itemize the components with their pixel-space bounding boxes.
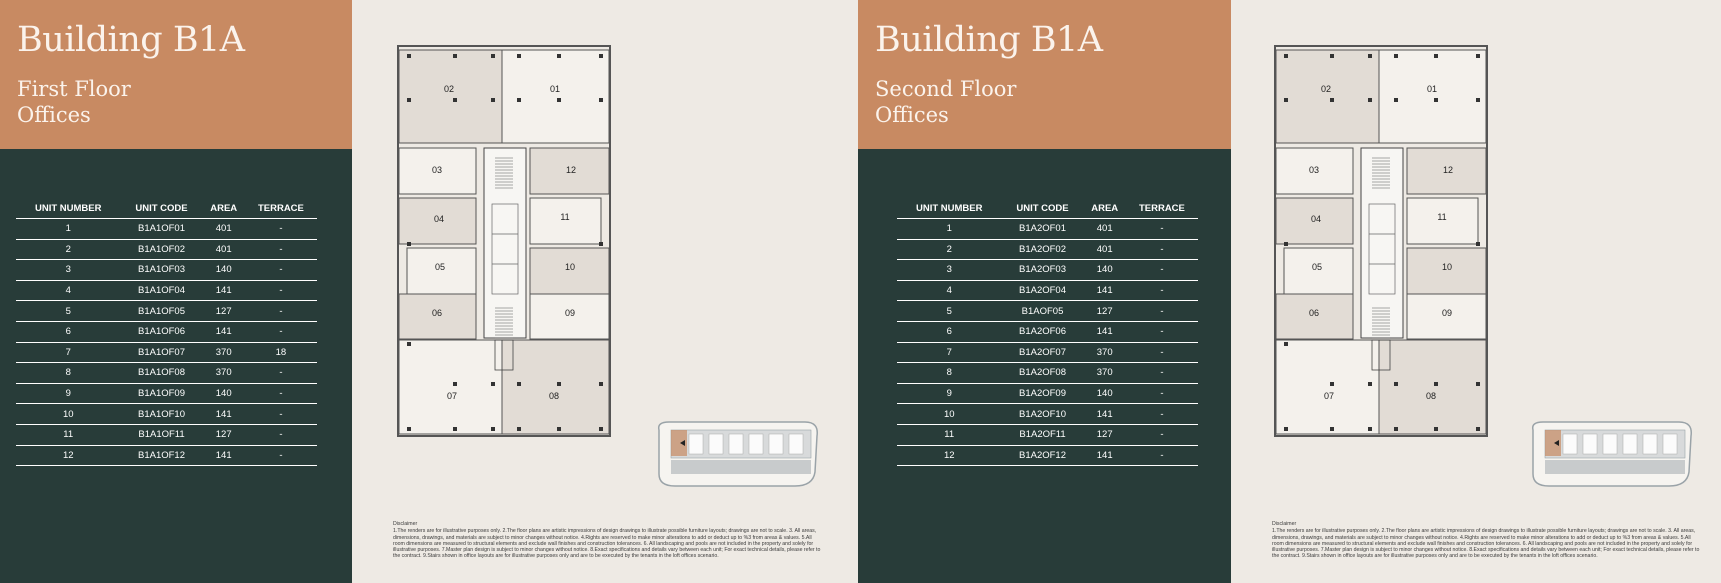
- unit-room: [1379, 50, 1486, 143]
- terrace-cell: 18: [245, 342, 317, 363]
- column: [1284, 98, 1288, 102]
- unit-room: [502, 50, 609, 143]
- units-panel: [858, 149, 1231, 583]
- column: [407, 54, 411, 58]
- column: [1394, 54, 1398, 58]
- building-title: Building B1A: [875, 20, 1103, 60]
- unit-code-cell: B1A1OF06: [120, 321, 202, 342]
- table-row: [897, 383, 1198, 404]
- unit-label: 05: [1311, 262, 1323, 272]
- unit-label: 08: [1425, 391, 1437, 401]
- column: [1368, 54, 1372, 58]
- unit-room: [502, 340, 609, 434]
- table-row: [897, 260, 1198, 281]
- column: [557, 98, 561, 102]
- area-cell: 141: [1084, 321, 1126, 342]
- column: [491, 427, 495, 431]
- unit-code-cell: B1A2OF10: [1001, 404, 1083, 425]
- unit-label: 04: [1310, 214, 1322, 224]
- unit-number-cell: 5: [16, 301, 120, 322]
- unit-label: 04: [433, 214, 445, 224]
- unit-code-cell: B1AOF05: [1001, 301, 1083, 322]
- unit-code-cell: B1A2OF09: [1001, 383, 1083, 404]
- unit-number-cell: 8: [16, 363, 120, 384]
- column: [453, 98, 457, 102]
- unit-code-cell: B1A1OF04: [120, 280, 202, 301]
- unit-label: 09: [564, 308, 576, 318]
- units-table: [16, 198, 317, 466]
- column: [491, 54, 495, 58]
- unit-number-cell: 4: [897, 280, 1001, 301]
- terrace-cell: -: [245, 363, 317, 384]
- area-cell: 127: [203, 301, 245, 322]
- area-cell: 370: [1084, 342, 1126, 363]
- terrace-cell: -: [1126, 342, 1198, 363]
- floor-use: Offices: [17, 103, 91, 127]
- terrace-cell: -: [245, 424, 317, 445]
- unit-label: 12: [1442, 165, 1454, 175]
- unit-label: 06: [1308, 308, 1320, 318]
- site-building: [1623, 434, 1637, 454]
- unit-number-cell: 5: [897, 301, 1001, 322]
- unit-label: 11: [560, 212, 570, 222]
- column: [557, 54, 561, 58]
- floor-name: Second Floor: [875, 77, 1017, 101]
- core-block: [1361, 148, 1403, 338]
- site-building: [1583, 434, 1597, 454]
- floor-subtitle: [875, 76, 1016, 128]
- terrace-cell: -: [245, 260, 317, 281]
- table-row: [16, 280, 317, 301]
- unit-code-cell: B1A1OF08: [120, 363, 202, 384]
- column: [491, 382, 495, 386]
- area-cell: 141: [203, 321, 245, 342]
- terrace-cell: -: [245, 219, 317, 240]
- disclaimer-text: 1.The renders are for illustrative purposes only. 2.The floor plans are artistic impressions of design drawings to illustrate possible furniture layouts; drawings are not to scale. 3. All areas, dimensions, drawings, and materials are subject to minor changes without notice. 4.Rights are reserved to make minor alterations to add or deduct up to %3 from areas & values. 5.All room dimensions are measured to structural elements and exclude wall finishes and construction tolerances. 6. All landscaping and pools are not included in the property and solely for illustrative purposes. 7.Master plan design is subject to minor changes without notice. 8.Exact specifications and details vary between each unit; For exact technical details, please refer to the contract. 9.Stairs shown in office layouts are for illustrative purposes only and are to be executed by the tenants in the loft offices scenario.: [393, 528, 821, 560]
- column: [1434, 54, 1438, 58]
- unit-label: 03: [431, 165, 443, 175]
- column: [599, 98, 603, 102]
- terrace-cell: -: [245, 445, 317, 466]
- column: [407, 98, 411, 102]
- table-row: [16, 342, 317, 363]
- area-cell: 401: [203, 239, 245, 260]
- floor-sheet-first: [0, 0, 858, 583]
- unit-room: [1276, 50, 1379, 143]
- column-header: AREA: [203, 198, 245, 219]
- terrace-cell: -: [245, 404, 317, 425]
- unit-label: 08: [548, 391, 560, 401]
- column: [1476, 427, 1480, 431]
- unit-number-cell: 10: [897, 404, 1001, 425]
- area-cell: 141: [1084, 280, 1126, 301]
- column: [1368, 427, 1372, 431]
- unit-number-cell: 11: [16, 424, 120, 445]
- terrace-cell: -: [1126, 321, 1198, 342]
- column: [557, 427, 561, 431]
- unit-code-cell: B1A1OF03: [120, 260, 202, 281]
- table-row: [897, 424, 1198, 445]
- terrace-cell: -: [1126, 260, 1198, 281]
- title-panel: [0, 0, 352, 149]
- area-cell: 370: [203, 342, 245, 363]
- unit-code-cell: B1A2OF02: [1001, 239, 1083, 260]
- unit-number-cell: 6: [16, 321, 120, 342]
- column: [1284, 342, 1288, 346]
- area-cell: 127: [203, 424, 245, 445]
- area-cell: 141: [1084, 404, 1126, 425]
- column: [1434, 98, 1438, 102]
- column: [1394, 98, 1398, 102]
- column-header: UNIT NUMBER: [16, 198, 120, 219]
- site-building: [1643, 434, 1657, 454]
- terrace-cell: -: [245, 383, 317, 404]
- unit-number-cell: 9: [897, 383, 1001, 404]
- unit-label: 01: [549, 84, 561, 94]
- area-cell: 401: [1084, 239, 1126, 260]
- unit-code-cell: B1A1OF09: [120, 383, 202, 404]
- unit-label: 10: [1441, 262, 1453, 272]
- table-row: [16, 363, 317, 384]
- column: [1330, 382, 1334, 386]
- table-row: [897, 239, 1198, 260]
- unit-code-cell: B1A2OF07: [1001, 342, 1083, 363]
- unit-code-cell: B1A2OF11: [1001, 424, 1083, 445]
- column: [599, 242, 603, 246]
- area-cell: 127: [1084, 424, 1126, 445]
- table-row: [16, 301, 317, 322]
- unit-number-cell: 12: [16, 445, 120, 466]
- site-building: [1603, 434, 1617, 454]
- column: [599, 427, 603, 431]
- column: [1476, 382, 1480, 386]
- column: [453, 382, 457, 386]
- area-cell: 370: [1084, 363, 1126, 384]
- unit-number-cell: 7: [16, 342, 120, 363]
- column: [1476, 98, 1480, 102]
- unit-label: 02: [1320, 84, 1332, 94]
- unit-number-cell: 3: [897, 260, 1001, 281]
- unit-label: 07: [446, 391, 458, 401]
- column: [599, 382, 603, 386]
- terrace-cell: -: [1126, 219, 1198, 240]
- terrace-cell: -: [1126, 363, 1198, 384]
- unit-code-cell: B1A1OF07: [120, 342, 202, 363]
- table-row: [897, 321, 1198, 342]
- site-building: [689, 434, 703, 454]
- site-building: [749, 434, 763, 454]
- unit-label: 01: [1426, 84, 1438, 94]
- table-header-row: [16, 198, 317, 219]
- column: [1284, 54, 1288, 58]
- floor-use: Offices: [875, 103, 949, 127]
- column-header: UNIT NUMBER: [897, 198, 1001, 219]
- unit-number-cell: 2: [897, 239, 1001, 260]
- unit-number-cell: 10: [16, 404, 120, 425]
- units-table: [897, 198, 1198, 466]
- column: [1394, 427, 1398, 431]
- terrace-cell: -: [1126, 424, 1198, 445]
- unit-label: 11: [1437, 212, 1447, 222]
- column: [407, 342, 411, 346]
- column-header: UNIT CODE: [120, 198, 202, 219]
- table-row: [897, 301, 1198, 322]
- floor-plan: [397, 44, 637, 494]
- disclaimer-heading: Disclaimer: [1272, 521, 1297, 527]
- table-row: [16, 445, 317, 466]
- disclaimer-text: 1.The renders are for illustrative purposes only. 2.The floor plans are artistic impressions of design drawings to illustrate possible furniture layouts; drawings are not to scale. 3. All areas, dimensions, drawings, and materials are subject to minor changes without notice. 4.Rights are reserved to make minor alterations to add or deduct up to %3 from areas & values. 5.All room dimensions are measured to structural elements and exclude wall finishes and construction tolerances. 6. All landscaping and pools are not included in the property and solely for illustrative purposes. 7.Master plan design is subject to minor changes without notice. 8.Exact specifications and details vary between each unit; For exact technical details, please refer to the contract. 9.Stairs shown in office layouts are for illustrative purposes only and are to be executed by the tenants in the loft offices scenario.: [1272, 528, 1700, 560]
- terrace-cell: -: [1126, 301, 1198, 322]
- floor-name: First Floor: [17, 77, 131, 101]
- unit-room: [1276, 340, 1379, 434]
- table-row: [16, 321, 317, 342]
- column: [1330, 98, 1334, 102]
- terrace-cell: -: [245, 301, 317, 322]
- unit-label: 03: [1308, 165, 1320, 175]
- title-panel: [858, 0, 1231, 149]
- key-map: [1529, 420, 1694, 488]
- column: [1330, 427, 1334, 431]
- column: [1434, 382, 1438, 386]
- column: [1330, 54, 1334, 58]
- unit-code-cell: B1A2OF04: [1001, 280, 1083, 301]
- plan-area: [352, 0, 858, 583]
- unit-code-cell: B1A1OF01: [120, 219, 202, 240]
- unit-number-cell: 11: [897, 424, 1001, 445]
- table-header-row: [897, 198, 1198, 219]
- building-title: Building B1A: [17, 20, 245, 60]
- unit-code-cell: B1A1OF12: [120, 445, 202, 466]
- table-row: [16, 219, 317, 240]
- unit-room: [1379, 340, 1486, 434]
- column: [407, 427, 411, 431]
- unit-code-cell: B1A2OF08: [1001, 363, 1083, 384]
- area-cell: 370: [203, 363, 245, 384]
- column: [453, 427, 457, 431]
- table-row: [16, 260, 317, 281]
- site-road: [1545, 460, 1685, 474]
- core-block: [484, 148, 526, 338]
- terrace-cell: -: [1126, 280, 1198, 301]
- area-cell: 141: [1084, 445, 1126, 466]
- unit-label: 09: [1441, 308, 1453, 318]
- column: [1476, 54, 1480, 58]
- floor-sheet-second: [858, 0, 1721, 583]
- unit-code-cell: B1A2OF06: [1001, 321, 1083, 342]
- floor-subtitle: [17, 76, 131, 128]
- column: [599, 54, 603, 58]
- area-cell: 401: [203, 219, 245, 240]
- key-map: [655, 420, 820, 488]
- unit-label: 10: [564, 262, 576, 272]
- column: [1368, 98, 1372, 102]
- area-cell: 140: [203, 383, 245, 404]
- unit-label: 07: [1323, 391, 1335, 401]
- terrace-cell: -: [1126, 383, 1198, 404]
- area-cell: 140: [1084, 260, 1126, 281]
- column: [1394, 382, 1398, 386]
- terrace-cell: -: [245, 321, 317, 342]
- table-row: [897, 363, 1198, 384]
- table-row: [897, 342, 1198, 363]
- area-cell: 141: [203, 445, 245, 466]
- column-header: TERRACE: [245, 198, 317, 219]
- plan-area: [1231, 0, 1721, 583]
- column: [407, 242, 411, 246]
- table-row: [897, 404, 1198, 425]
- column: [1476, 242, 1480, 246]
- column: [1284, 242, 1288, 246]
- table-row: [897, 219, 1198, 240]
- table-row: [16, 239, 317, 260]
- area-cell: 141: [203, 404, 245, 425]
- unit-number-cell: 12: [897, 445, 1001, 466]
- unit-number-cell: 6: [897, 321, 1001, 342]
- column-header: TERRACE: [1126, 198, 1198, 219]
- site-building: [709, 434, 723, 454]
- site-building: [1563, 434, 1577, 454]
- unit-number-cell: 1: [897, 219, 1001, 240]
- unit-number-cell: 3: [16, 260, 120, 281]
- unit-code-cell: B1A1OF02: [120, 239, 202, 260]
- unit-room: [399, 340, 502, 434]
- unit-label: 12: [565, 165, 577, 175]
- column: [491, 98, 495, 102]
- terrace-cell: -: [1126, 404, 1198, 425]
- unit-label: 06: [431, 308, 443, 318]
- table-row: [16, 404, 317, 425]
- units-panel: [0, 149, 352, 583]
- terrace-cell: -: [245, 280, 317, 301]
- disclaimer-heading: Disclaimer: [393, 521, 418, 527]
- column: [517, 382, 521, 386]
- unit-number-cell: 2: [16, 239, 120, 260]
- area-cell: 127: [1084, 301, 1126, 322]
- unit-code-cell: B1A1OF05: [120, 301, 202, 322]
- table-row: [897, 445, 1198, 466]
- unit-label: 02: [443, 84, 455, 94]
- disclaimer: [1272, 521, 1702, 560]
- site-building: [729, 434, 743, 454]
- column: [557, 382, 561, 386]
- area-cell: 401: [1084, 219, 1126, 240]
- unit-room: [399, 50, 502, 143]
- unit-label: 05: [434, 262, 446, 272]
- table-row: [897, 280, 1198, 301]
- column: [1434, 427, 1438, 431]
- unit-code-cell: B1A2OF03: [1001, 260, 1083, 281]
- column: [517, 98, 521, 102]
- column: [1368, 382, 1372, 386]
- unit-number-cell: 4: [16, 280, 120, 301]
- unit-number-cell: 8: [897, 363, 1001, 384]
- area-cell: 140: [203, 260, 245, 281]
- unit-number-cell: 7: [897, 342, 1001, 363]
- unit-number-cell: 1: [16, 219, 120, 240]
- terrace-cell: -: [1126, 239, 1198, 260]
- column: [453, 54, 457, 58]
- disclaimer: [393, 521, 823, 560]
- site-building: [769, 434, 783, 454]
- terrace-cell: -: [245, 239, 317, 260]
- unit-number-cell: 9: [16, 383, 120, 404]
- unit-code-cell: B1A2OF01: [1001, 219, 1083, 240]
- table-row: [16, 383, 317, 404]
- column-header: AREA: [1084, 198, 1126, 219]
- unit-code-cell: B1A2OF12: [1001, 445, 1083, 466]
- table-row: [16, 424, 317, 445]
- area-cell: 140: [1084, 383, 1126, 404]
- unit-code-cell: B1A1OF11: [120, 424, 202, 445]
- site-building: [1663, 434, 1677, 454]
- floor-plan: [1274, 44, 1514, 494]
- column: [517, 427, 521, 431]
- terrace-cell: -: [1126, 445, 1198, 466]
- column: [517, 54, 521, 58]
- column: [1284, 427, 1288, 431]
- site-road: [671, 460, 811, 474]
- column-header: UNIT CODE: [1001, 198, 1083, 219]
- site-building: [789, 434, 803, 454]
- unit-code-cell: B1A1OF10: [120, 404, 202, 425]
- area-cell: 141: [203, 280, 245, 301]
